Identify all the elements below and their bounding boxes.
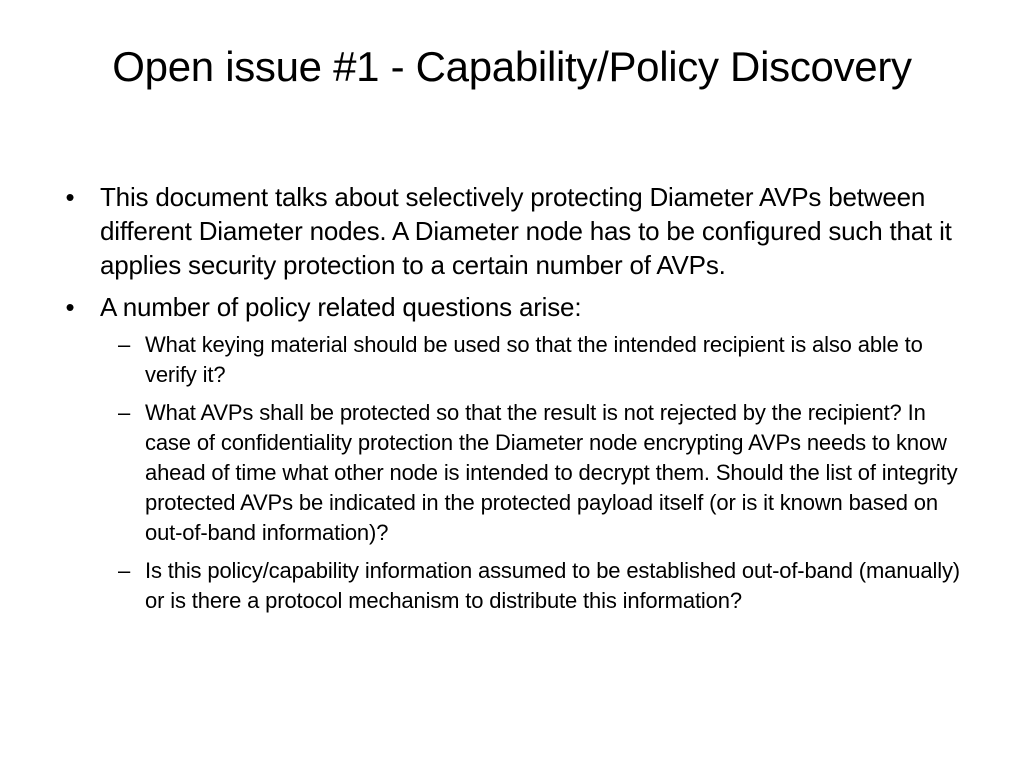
- sub-bullet-list: [100, 330, 968, 616]
- bullet-text: A number of policy related questions arise:: [100, 292, 582, 322]
- bullet-item: [58, 180, 968, 282]
- bullet-text: This document talks about selectively protecting Diameter AVPs between different Diameter nodes. A Diameter node has to be configured such that it applies security protection to a certain number of AVPs.: [100, 182, 952, 280]
- bullet-list: [58, 180, 968, 624]
- bullet-item: [58, 290, 968, 616]
- sub-bullet-text: Is this policy/capability information assumed to be established out-of-band (manually) or is there a protocol mechanism to distribute this information?: [145, 558, 960, 613]
- sub-bullet-text: What keying material should be used so that the intended recipient is also able to verify it?: [145, 332, 923, 387]
- bullet-icon: •: [65, 292, 75, 322]
- bullet-icon: •: [65, 182, 75, 212]
- sub-bullet-item: [100, 330, 968, 390]
- sub-bullet-item: [100, 556, 968, 616]
- sub-bullet-item: [100, 398, 968, 548]
- dash-icon: –: [117, 332, 131, 357]
- dash-icon: –: [117, 400, 131, 425]
- sub-bullet-text: What AVPs shall be protected so that the result is not rejected by the recipient? In case of confidentiality protection the Diameter node encrypting AVPs needs to know ahead of time what other node is intended to decrypt them. Should the list of integrity protected AVPs be indicated in the protected payload itself (or is it known based on out-of-band information)?: [145, 400, 958, 545]
- dash-icon: –: [117, 558, 131, 583]
- slide-title: Open issue #1 - Capability/Policy Discovery: [112, 43, 912, 90]
